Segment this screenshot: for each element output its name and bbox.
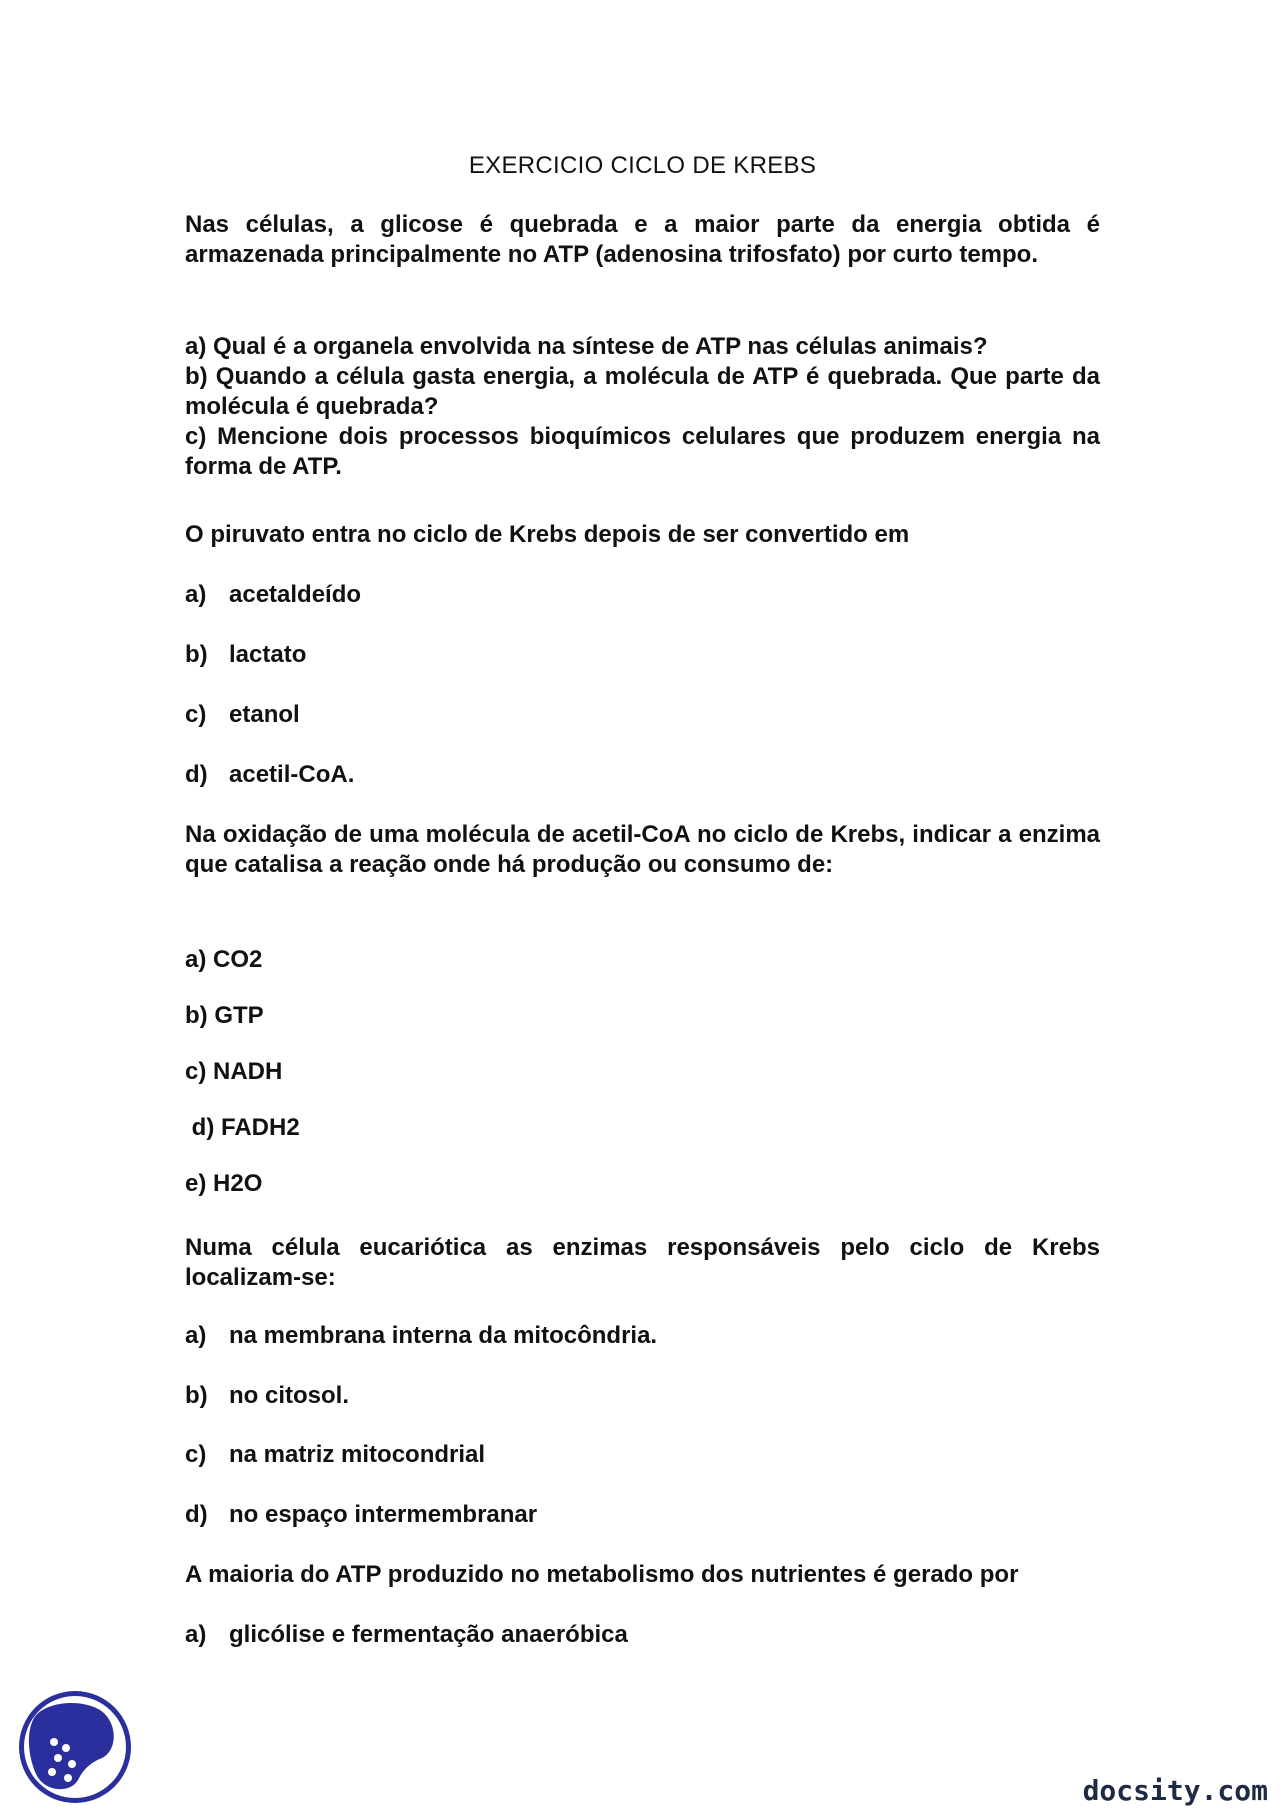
option-letter: c) [185,1441,207,1468]
question-1a: a) Qual é a organela envolvida na síntese de ATP nas células animais? [185,333,988,360]
question-4-option-b [185,1381,349,1411]
question-4-option-c [185,1440,485,1470]
intro-paragraph: Nas células, a glicose é quebrada e a maior parte da energia obtida é armazenada principalmente no ATP (adenosina trifosfato) por curto tempo. [185,211,1100,268]
option-text: no espaço intermembranar [229,1501,538,1528]
question-1b: b) Quando a célula gasta energia, a molécula de ATP é quebrada. Que parte da molécula é quebrada? [185,363,1100,420]
question-2-stem: O piruvato entra no ciclo de Krebs depois de ser convertido em [185,521,910,548]
question-4-option-a [185,1321,657,1351]
option-letter: a) [185,581,207,608]
option-text: etanol [229,701,300,728]
question-3-option-d: d) FADH2 [185,1114,300,1141]
option-letter: c) [185,701,207,728]
page-title: EXERCICIO CICLO DE KREBS [468,152,817,179]
option-text: no citosol. [229,1382,349,1409]
option-text: glicólise e fermentação anaeróbica [229,1621,628,1648]
option-letter: d) [185,1501,208,1528]
option-text: acetil-CoA. [229,761,355,788]
option-text: na membrana interna da mitocôndria. [229,1322,658,1349]
question-4-stem: Numa célula eucariótica as enzimas responsáveis pelo ciclo de Krebs localizam-se: [185,1234,1100,1291]
question-2-option-d [185,760,354,790]
option-text: acetaldeído [229,581,362,608]
question-3-option-b: b) GTP [185,1002,264,1029]
option-letter: b) [185,641,208,668]
docsity-logo-icon[interactable] [14,1688,136,1806]
question-5-stem: A maioria do ATP produzido no metabolismo dos nutrientes é gerado por [185,1561,1019,1588]
question-3-option-e: e) H2O [185,1170,263,1197]
option-letter: d) [185,761,208,788]
question-2-option-b [185,640,306,670]
question-4-option-d [185,1500,537,1530]
option-text: lactato [229,641,307,668]
option-text: na matriz mitocondrial [229,1441,486,1468]
docsity-brand-text[interactable]: docsity.com [1082,1774,1268,1807]
question-2-option-c [185,700,300,730]
question-1c: c) Mencione dois processos bioquímicos celulares que produzem energia na forma de ATP. [185,423,1100,480]
option-letter: a) [185,1621,207,1648]
question-3-option-a: a) CO2 [185,946,263,973]
question-2-option-a [185,580,361,610]
option-letter: a) [185,1322,207,1349]
question-5-option-a [185,1620,628,1650]
question-3-stem: Na oxidação de uma molécula de acetil-CoA no ciclo de Krebs, indicar a enzima que catalisa a reação onde há produção ou consumo de: [185,821,1100,878]
option-letter: b) [185,1382,208,1409]
question-3-option-c: c) NADH [185,1058,283,1085]
